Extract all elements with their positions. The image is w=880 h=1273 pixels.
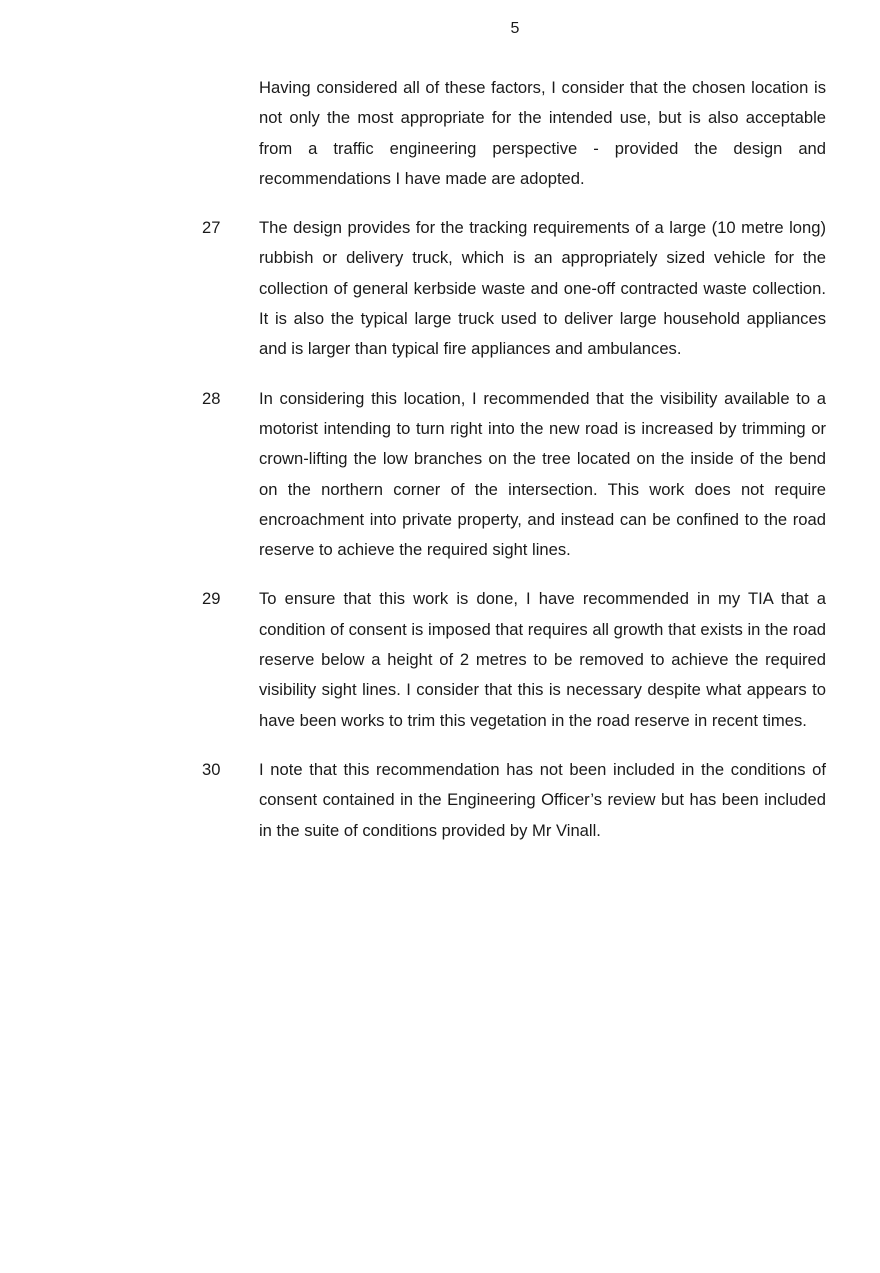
paragraph-number: 29 <box>202 589 221 609</box>
paragraph-continuation <box>0 73 880 194</box>
paragraph-28 <box>0 384 880 566</box>
paragraph-number: 28 <box>202 388 221 408</box>
paragraph-text: To ensure that this work is done, I have recommended in my TIA that a condition of consent is imposed that requires all growth that exists in the road reserve below a height of 2 metres to be removed to achieve the required visibility sight lines. I consider that this is necessary despite what appears to have been works to trim this vegetation in the road reserve in recent times. <box>259 589 826 730</box>
paragraph-text: The design provides for the tracking requirements of a large (10 metre long) rubbish or delivery truck, which is an appropriately sized vehicle for the collection of general kerbside waste and one-off contracted waste collection. It is also the typical large truck used to deliver large household appliances and is larger than typical fire appliances and ambulances. <box>259 218 826 359</box>
paragraph-number: 30 <box>202 759 221 779</box>
paragraph-27 <box>0 213 880 364</box>
paragraph-text: Having considered all of these factors, I consider that the chosen location is not only the most appropriate for the intended use, but is also acceptable from a traffic engineering perspective - provided the design and recommendations I have made are adopted. <box>259 78 826 188</box>
paragraph-number: 27 <box>202 218 221 238</box>
document-body <box>0 73 880 865</box>
paragraph-29 <box>0 584 880 735</box>
paragraph-text: I note that this recommendation has not been included in the conditions of consent contained in the Engineering Officer’s review but has been included in the suite of conditions provided by Mr Vinall. <box>259 759 826 840</box>
page-number: 5 <box>510 20 520 37</box>
paragraph-text: In considering this location, I recommended that the visibility available to a motorist intending to turn right into the new road is increased by trimming or crown-lifting the low branches on the tree located on the inside of the bend on the northern corner of the intersection. This work does not require encroachment into private property, and instead can be confined to the road reserve to achieve the required sight lines. <box>259 388 826 560</box>
paragraph-30 <box>0 755 880 846</box>
